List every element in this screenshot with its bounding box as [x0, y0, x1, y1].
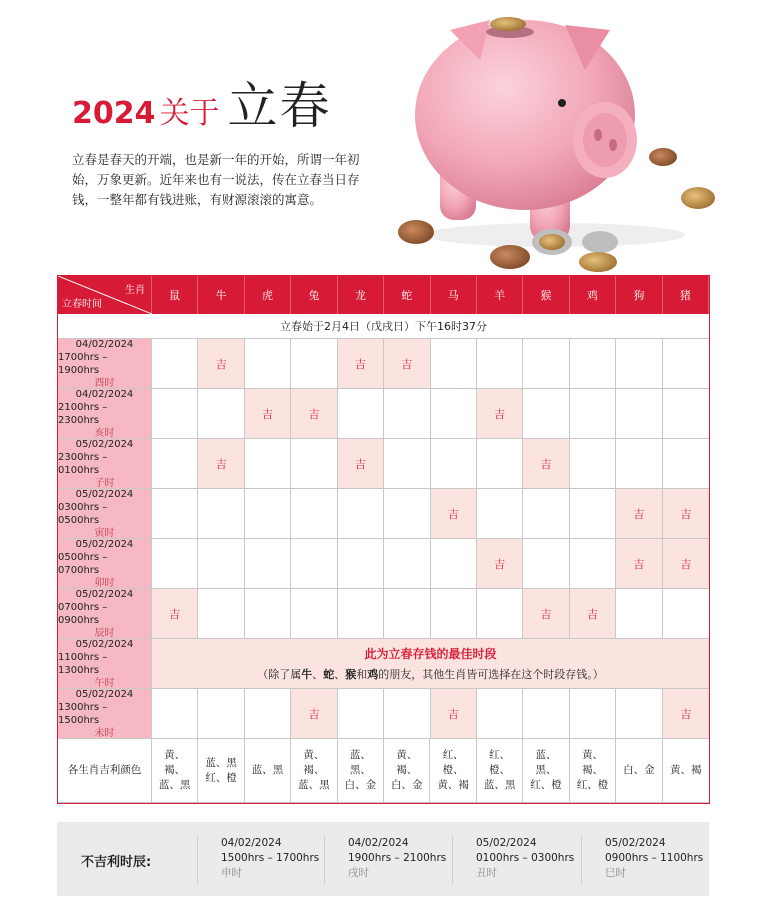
unlucky-hour-date: 04/02/2024	[348, 837, 409, 849]
lucky-color-cell	[291, 739, 337, 803]
lucky-cell: 吉	[198, 439, 244, 489]
lucky-color-line: 蓝、黑	[298, 779, 330, 791]
empty-cell	[338, 539, 384, 589]
empty-cell	[384, 489, 430, 539]
unlucky-hour-item	[581, 836, 703, 884]
lucky-color-line: 蓝、黑、	[349, 749, 371, 776]
empty-cell	[663, 339, 709, 389]
time-slot-row	[58, 589, 709, 639]
empty-cell	[431, 339, 477, 389]
unlucky-hour-era: 巳时	[605, 867, 626, 879]
unlucky-hour-item	[197, 836, 319, 884]
empty-cell	[477, 689, 523, 739]
empty-cell	[477, 439, 523, 489]
empty-cell	[291, 339, 337, 389]
intro-paragraph: 立春是春天的开端，也是新一年的开始，所谓一年初始，万象更新。近年来也有一说法，传在立春当日存钱，一整年都有钱进账，有财源滚滚的寓意。	[72, 152, 360, 207]
lucky-color-cell	[338, 739, 384, 803]
lucky-color-line: 蓝、黑	[483, 779, 516, 791]
lucky-color-line: 黄、褐	[437, 779, 469, 791]
empty-cell	[198, 389, 244, 439]
lucky-color-line: 蓝、黑、	[535, 749, 557, 776]
lucky-color-line: 白、金	[623, 764, 655, 776]
lucky-color-line: 黄、褐、	[396, 749, 418, 776]
empty-cell	[523, 689, 569, 739]
lucky-cell: 吉	[431, 489, 477, 539]
empty-cell	[663, 439, 709, 489]
unlucky-hour-date: 05/02/2024	[476, 837, 537, 849]
note-part-line2_b: 的朋友，其他生肖皆可选择在这个时段存钱。）	[378, 668, 604, 681]
lucky-cell: 吉	[198, 339, 244, 389]
header-corner	[58, 276, 152, 314]
time-slot-hours: 0300hrs – 0500hrs	[58, 501, 108, 526]
lucky-color-line: 黄、褐、	[303, 749, 325, 776]
empty-cell	[338, 389, 384, 439]
empty-cell	[198, 539, 244, 589]
empty-cell	[477, 339, 523, 389]
piggy-bank-illustration	[380, 0, 770, 275]
empty-cell	[384, 689, 430, 739]
unlucky-hours-label: 不吉利时辰:	[81, 855, 152, 870]
zodiac-header-cell: 狗	[616, 276, 662, 314]
time-slot-date: 04/02/2024	[75, 338, 134, 350]
empty-cell	[663, 389, 709, 439]
lucky-cell: 吉	[523, 589, 569, 639]
zodiac-header-cell: 鼠	[152, 276, 198, 314]
time-slot-date: 05/02/2024	[75, 538, 134, 550]
empty-cell	[384, 439, 430, 489]
lucky-color-cell	[152, 739, 198, 803]
note-part-he: 和	[356, 668, 368, 681]
time-slot-row	[58, 339, 709, 389]
lucky-color-line: 红、橙	[576, 779, 609, 791]
time-slot-row	[58, 389, 709, 439]
empty-cell	[477, 589, 523, 639]
empty-cell	[523, 389, 569, 439]
time-slot-hours: 0500hrs – 0700hrs	[58, 551, 108, 576]
lucky-cell: 吉	[338, 339, 384, 389]
lucky-color-cell	[198, 739, 244, 803]
time-slot-date: 05/02/2024	[75, 438, 134, 450]
lucky-color-line: 白、金	[391, 779, 423, 791]
empty-cell	[384, 539, 430, 589]
lucky-cell: 吉	[616, 539, 662, 589]
empty-cell	[570, 539, 616, 589]
time-slot-cell	[58, 589, 152, 639]
empty-cell	[384, 589, 430, 639]
empty-cell	[198, 489, 244, 539]
time-slot-era: 辰时	[94, 627, 115, 639]
zodiac-header-cell: 虎	[245, 276, 291, 314]
lucky-color-line: 白、金	[344, 779, 377, 791]
note-part-line2_a: （除了属	[257, 668, 302, 681]
lucky-color-line: 红、橙	[530, 779, 562, 791]
empty-cell	[245, 539, 291, 589]
lucky-cell: 吉	[570, 589, 616, 639]
time-slot-cell	[58, 639, 152, 689]
time-slot-hours: 2100hrs – 2300hrs	[58, 401, 108, 426]
empty-cell	[663, 589, 709, 639]
empty-cell	[477, 489, 523, 539]
time-slot-era: 亥时	[94, 427, 115, 439]
time-slot-hours: 1100hrs – 1300hrs	[58, 651, 108, 676]
zodiac-header-cell: 马	[431, 276, 477, 314]
empty-cell	[198, 589, 244, 639]
empty-cell	[570, 689, 616, 739]
lucky-color-cell	[616, 739, 662, 803]
empty-cell	[291, 489, 337, 539]
time-slot-hours: 0700hrs – 0900hrs	[58, 601, 108, 626]
time-slot-row	[58, 439, 709, 489]
time-slot-row	[58, 539, 709, 589]
zodiac-header-cell: 牛	[198, 276, 244, 314]
empty-cell	[431, 439, 477, 489]
empty-cell	[616, 689, 662, 739]
time-slot-era: 未时	[94, 727, 115, 739]
zodiac-header-cell: 蛇	[384, 276, 430, 314]
title-about: 关于	[159, 96, 220, 131]
time-slot-cell	[58, 439, 152, 489]
lucky-cell: 吉	[152, 589, 198, 639]
time-slot-date: 05/02/2024	[75, 488, 134, 500]
best-time-notice	[152, 639, 709, 689]
lucky-color-line: 红、橙、	[442, 749, 464, 776]
empty-cell	[245, 589, 291, 639]
time-slot-cell	[58, 389, 152, 439]
unlucky-hour-hours: 1900hrs – 2100hrs	[348, 852, 447, 864]
best-time-title: 此为立春存钱的最佳时段	[364, 647, 497, 661]
lucky-cell: 吉	[291, 389, 337, 439]
lucky-color-line: 蓝、黑	[251, 764, 284, 776]
lucky-color-cell	[430, 739, 476, 803]
unlucky-hour-era: 申时	[221, 867, 242, 879]
empty-cell	[291, 539, 337, 589]
time-slot-era: 寅时	[94, 527, 115, 539]
table-header-row	[58, 276, 709, 314]
empty-cell	[570, 339, 616, 389]
zodiac-axis-label: 生肖	[124, 285, 145, 296]
empty-cell	[245, 439, 291, 489]
empty-cell	[384, 389, 430, 439]
note-part-hou: 猴	[345, 668, 357, 681]
empty-cell	[245, 339, 291, 389]
time-slot-date: 05/02/2024	[75, 688, 134, 700]
note-part-sep1: 、	[312, 668, 324, 681]
empty-cell	[431, 389, 477, 439]
empty-cell	[245, 489, 291, 539]
empty-cell	[616, 389, 662, 439]
lucky-color-cell	[663, 739, 709, 803]
lucky-cell: 吉	[477, 539, 523, 589]
unlucky-hour-hours: 1500hrs – 1700hrs	[221, 852, 320, 864]
empty-cell	[152, 539, 198, 589]
lucky-color-line: 红、橙	[205, 771, 237, 784]
note-part-sep2: 、	[334, 668, 346, 681]
lucky-cell: 吉	[663, 539, 709, 589]
lucky-color-cell	[477, 739, 523, 803]
empty-cell	[198, 689, 244, 739]
empty-cell	[431, 589, 477, 639]
empty-cell	[338, 689, 384, 739]
lucky-cell: 吉	[384, 339, 430, 389]
time-slot-row	[58, 489, 709, 539]
time-slot-cell	[58, 339, 152, 389]
note-part-ji: 鸡	[367, 668, 379, 681]
time-slot-row	[58, 639, 709, 689]
lucky-color-cell	[245, 739, 291, 803]
time-slot-cell	[58, 689, 152, 739]
lucky-cell: 吉	[523, 439, 569, 489]
title-year: 2024	[72, 96, 156, 131]
best-time-note	[257, 666, 604, 682]
lucky-cell: 吉	[616, 489, 662, 539]
empty-cell	[616, 589, 662, 639]
empty-cell	[152, 489, 198, 539]
empty-cell	[152, 439, 198, 489]
lucky-color-cell	[384, 739, 430, 803]
empty-cell	[570, 489, 616, 539]
zodiac-header-cell: 龙	[338, 276, 384, 314]
lucky-cell: 吉	[663, 489, 709, 539]
time-slot-era: 午时	[94, 677, 115, 689]
empty-cell	[291, 439, 337, 489]
empty-cell	[338, 489, 384, 539]
lucky-cell: 吉	[477, 389, 523, 439]
lucky-cell: 吉	[663, 689, 709, 739]
zodiac-header-cell: 猪	[663, 276, 709, 314]
note-part-she: 蛇	[323, 668, 335, 681]
lucky-color-line: 黄、褐、	[164, 749, 186, 776]
note-part-niu: 牛	[301, 668, 313, 681]
lucky-cell: 吉	[245, 389, 291, 439]
lucky-color-line: 黄、褐、	[581, 749, 603, 776]
title-main: 立春	[227, 77, 332, 135]
time-slot-date: 05/02/2024	[75, 588, 134, 600]
empty-cell	[570, 439, 616, 489]
lucky-cell: 吉	[431, 689, 477, 739]
empty-cell	[431, 539, 477, 589]
unlucky-hour-date: 04/02/2024	[221, 837, 282, 849]
empty-cell	[616, 439, 662, 489]
zodiac-header-cell: 兔	[291, 276, 337, 314]
time-slot-cell	[58, 489, 152, 539]
unlucky-hours-panel	[57, 822, 709, 896]
lucky-color-line: 黄、褐	[670, 764, 702, 776]
zodiac-header-cell: 羊	[477, 276, 523, 314]
lichun-start-banner: 立春始于2月4日（戊戌日）下午16时37分	[58, 314, 709, 339]
empty-cell	[152, 339, 198, 389]
unlucky-hour-era: 丑时	[476, 867, 497, 879]
empty-cell	[523, 539, 569, 589]
page-title	[72, 66, 332, 136]
zodiac-header-cell: 猴	[523, 276, 569, 314]
time-axis-label: 立春时间	[62, 299, 102, 310]
zodiac-header-cell: 鸡	[570, 276, 616, 314]
empty-cell	[338, 589, 384, 639]
time-slot-date: 04/02/2024	[75, 388, 134, 400]
time-slot-cell	[58, 539, 152, 589]
lucky-cell: 吉	[291, 689, 337, 739]
lucky-color-cell	[523, 739, 569, 803]
time-slot-era: 卯时	[94, 577, 115, 589]
unlucky-hour-item	[452, 836, 574, 884]
time-slot-era: 子时	[94, 477, 115, 489]
empty-cell	[291, 589, 337, 639]
empty-cell	[616, 339, 662, 389]
empty-cell	[152, 689, 198, 739]
lucky-color-line: 红、橙、	[489, 749, 511, 776]
unlucky-hour-hours: 0100hrs – 0300hrs	[476, 852, 575, 864]
unlucky-hour-item	[324, 836, 446, 884]
lucky-color-line: 蓝、黑	[205, 756, 237, 769]
unlucky-hour-era: 戌时	[348, 867, 369, 879]
time-slot-hours: 1300hrs – 1500hrs	[58, 701, 108, 726]
table-body	[58, 339, 709, 739]
time-slot-row	[58, 689, 709, 739]
unlucky-hour-hours: 0900hrs – 1100hrs	[605, 852, 704, 864]
lucky-color-line: 蓝、黑	[158, 779, 191, 791]
empty-cell	[245, 689, 291, 739]
time-slot-date: 05/02/2024	[75, 638, 134, 650]
empty-cell	[523, 339, 569, 389]
lucky-cell: 吉	[338, 439, 384, 489]
time-slot-era: 酉时	[94, 377, 115, 389]
time-slot-hours: 1700hrs – 1900hrs	[58, 351, 108, 376]
empty-cell	[570, 389, 616, 439]
unlucky-hour-date: 05/02/2024	[605, 837, 666, 849]
empty-cell	[523, 489, 569, 539]
empty-cell	[152, 389, 198, 439]
auspicious-time-table	[57, 275, 710, 804]
lucky-colors-row	[58, 739, 709, 803]
time-slot-hours: 2300hrs – 0100hrs	[58, 451, 108, 476]
lucky-color-cell	[570, 739, 616, 803]
lucky-colors-label: 各生肖吉利颜色	[58, 739, 152, 803]
